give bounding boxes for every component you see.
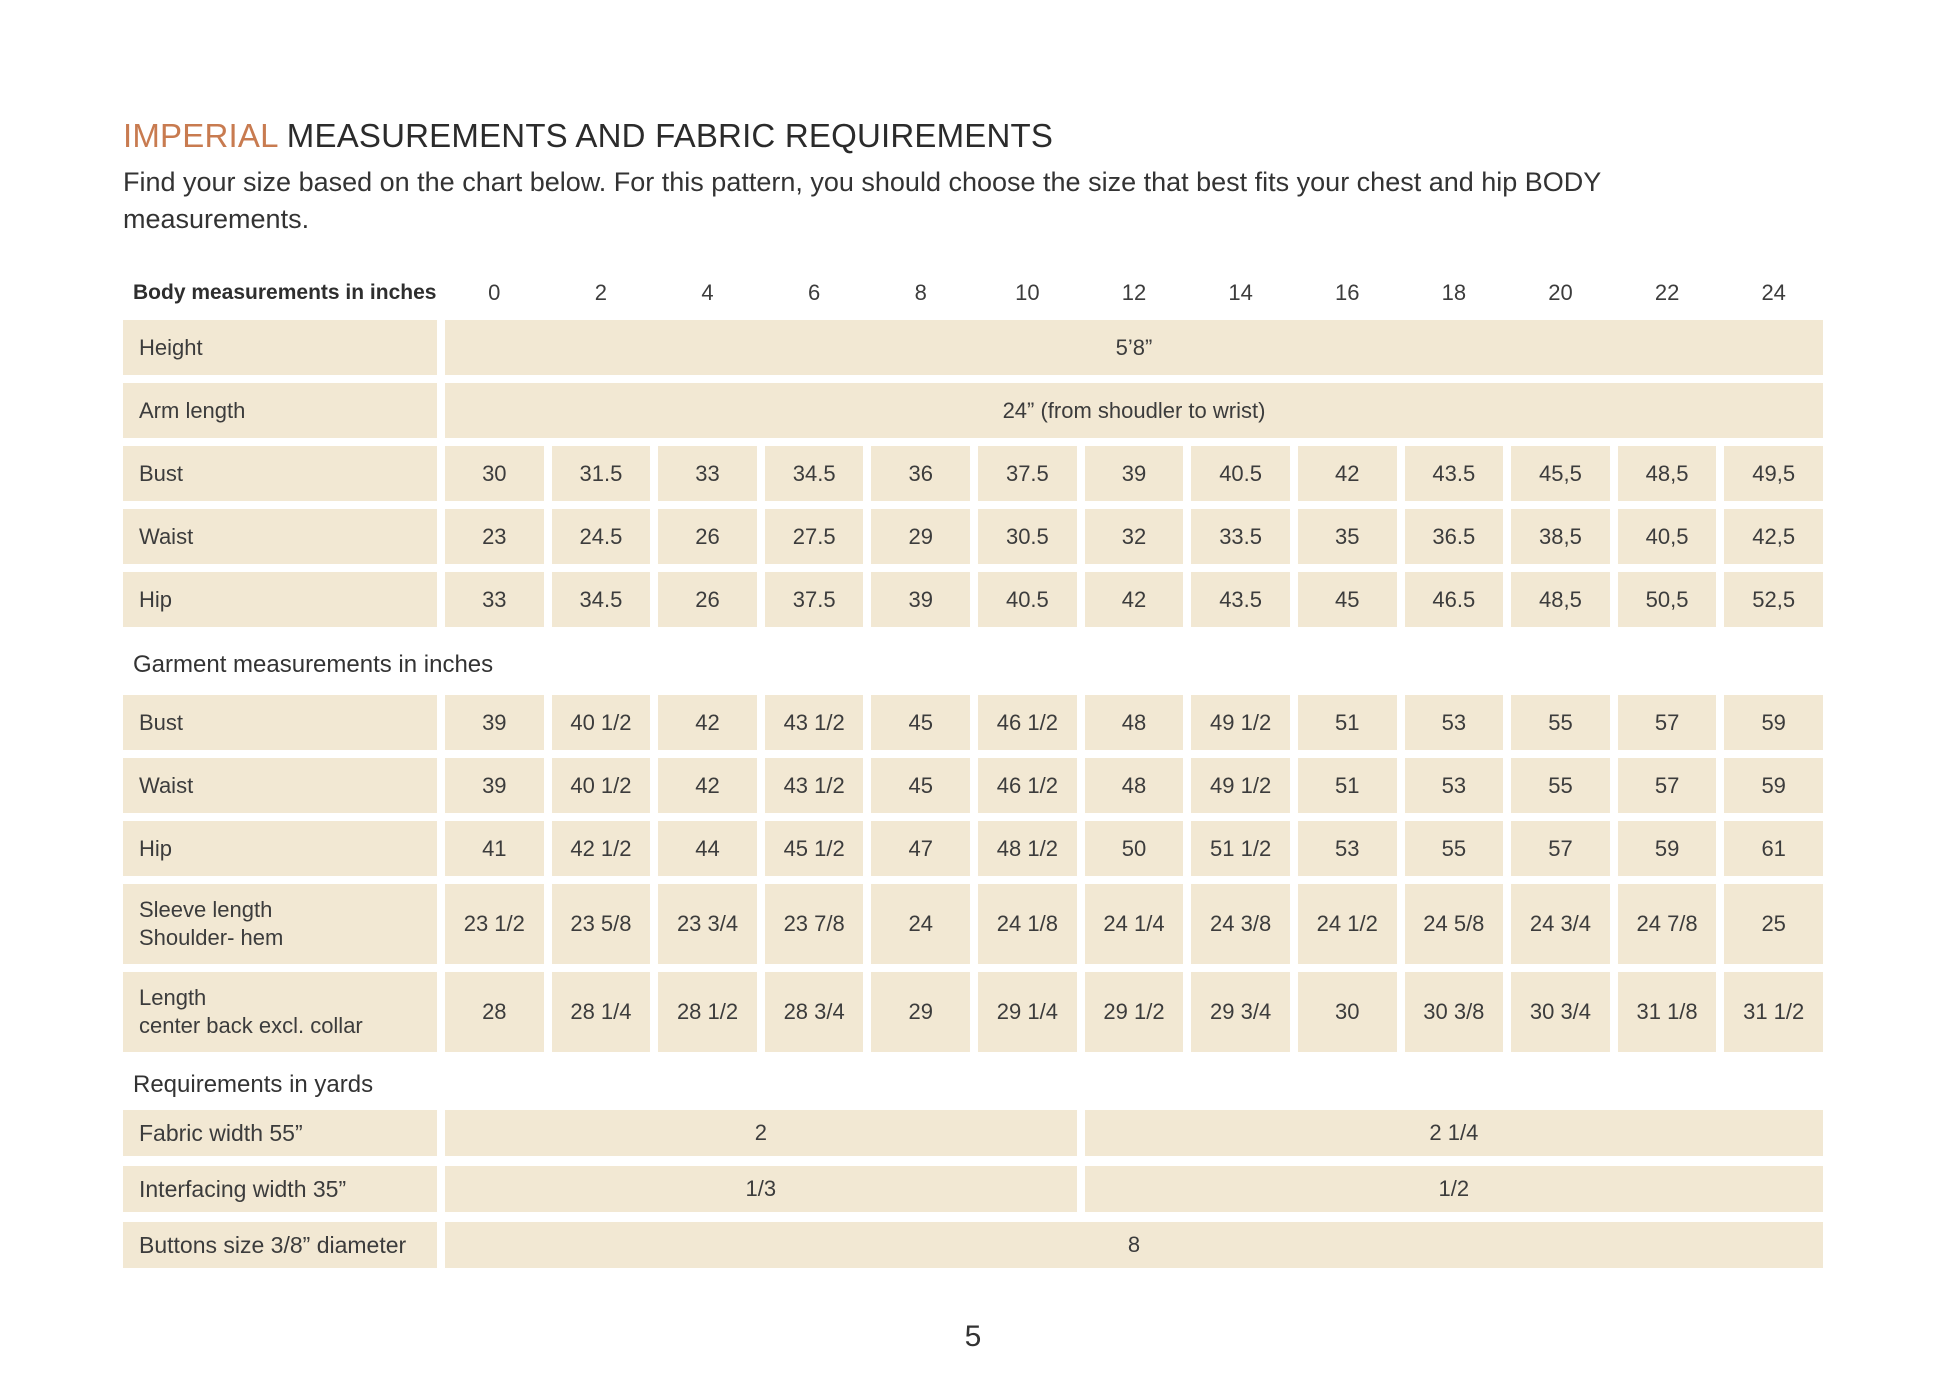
span-value-cell: 24” (from shoudler to wrist) [445,383,1823,438]
value-cell: 48,5 [1618,446,1717,501]
value-cell: 23 1/2 [445,884,544,964]
value-cell: 45,5 [1511,446,1610,501]
size-header: 0 [488,280,501,305]
value-cell: 57 [1511,821,1610,876]
value-cell: 49 1/2 [1191,758,1290,813]
value-cell: 39 [445,758,544,813]
value-cell: 37.5 [765,572,864,627]
span-value-cell: 8 [445,1222,1823,1268]
table-row-garment-hip [123,821,1823,876]
section-header-garment: Garment measurements in inches [133,651,494,678]
title-rest: MEASUREMENTS AND FABRIC REQUIREMENTS [277,117,1054,154]
value-cell: 24 1/8 [978,884,1077,964]
column-header-label: Body measurements in inches [133,281,437,304]
value-cell: 42 [658,695,757,750]
value-cell: 24 [871,884,970,964]
value-cell: 40 1/2 [552,758,651,813]
value-cell: 45 [871,695,970,750]
value-cell: 24 7/8 [1618,884,1717,964]
table-row-height [123,320,1823,375]
value-cell: 24 5/8 [1405,884,1504,964]
row-label-line2: Shoulder- hem [139,925,284,950]
value-cell: 49 1/2 [1191,695,1290,750]
value-cell: 59 [1618,821,1717,876]
value-cell: 39 [445,695,544,750]
value-cell: 40 1/2 [552,695,651,750]
row-label: Bust [123,695,437,750]
value-cell: 48 [1085,695,1184,750]
row-label [123,884,437,964]
table-row-fabric-width [123,1110,1823,1156]
value-cell: 39 [1085,446,1184,501]
value-cell: 34.5 [765,446,864,501]
table-row-interfacing-width [123,1166,1823,1212]
value-cell: 42 1/2 [552,821,651,876]
page-title [123,116,1823,156]
value-cell: 48,5 [1511,572,1610,627]
value-cell: 29 [871,509,970,564]
size-header: 24 [1761,280,1786,305]
subtitle-line2: measurements. [123,204,310,234]
value-cell: 36 [871,446,970,501]
value-cell: 28 [445,972,544,1052]
row-label: Hip [123,821,437,876]
title-highlight: IMPERIAL [123,117,278,154]
row-label [123,972,437,1052]
value-cell: 43 1/2 [765,695,864,750]
value-cell: 30 3/4 [1511,972,1610,1052]
value-cell: 46.5 [1405,572,1504,627]
table-row-garment-bust [123,695,1823,750]
value-cell: 49,5 [1724,446,1823,501]
page-number: 5 [964,1320,982,1353]
value-cell: 43 1/2 [765,758,864,813]
value-cell: 48 1/2 [978,821,1077,876]
value-cell: 30 3/8 [1405,972,1504,1052]
value-cell: 55 [1405,821,1504,876]
row-label: Interfacing width 35” [123,1166,437,1212]
size-header: 8 [914,280,927,305]
value-cell: 33.5 [1191,509,1290,564]
value-cell: 39 [871,572,970,627]
value-cell: 43.5 [1191,572,1290,627]
value-cell: 42 [658,758,757,813]
value-cell: 26 [658,509,757,564]
value-cell: 36.5 [1405,509,1504,564]
value-cell: 23 3/4 [658,884,757,964]
size-header: 16 [1334,280,1360,305]
table-row-buttons-size [123,1222,1823,1268]
span-value-cell-left: 1/3 [445,1166,1077,1212]
value-cell: 30.5 [978,509,1077,564]
row-label: Arm length [123,383,437,438]
value-cell: 43.5 [1405,446,1504,501]
span-value-cell: 5’8” [445,320,1823,375]
value-cell: 33 [658,446,757,501]
table-row-length-center-back [123,972,1823,1052]
value-cell: 51 [1298,695,1397,750]
row-label: Waist [123,509,437,564]
size-header: 22 [1654,280,1680,305]
value-cell: 45 [1298,572,1397,627]
size-header: 2 [594,280,608,305]
value-cell: 31.5 [552,446,651,501]
table-header-row [123,278,1823,308]
value-cell: 40.5 [1191,446,1290,501]
value-cell: 24 3/8 [1191,884,1290,964]
value-cell: 42 [1298,446,1397,501]
value-cell: 24 3/4 [1511,884,1610,964]
value-cell: 46 1/2 [978,695,1077,750]
value-cell: 33 [445,572,544,627]
value-cell: 41 [445,821,544,876]
value-cell: 50,5 [1618,572,1717,627]
value-cell: 30 [445,446,544,501]
size-table [123,278,1823,1268]
value-cell: 38,5 [1511,509,1610,564]
value-cell: 23 7/8 [765,884,864,964]
value-cell: 55 [1511,758,1610,813]
value-cell: 52,5 [1724,572,1823,627]
value-cell: 40.5 [978,572,1077,627]
value-cell: 47 [871,821,970,876]
size-header: 4 [701,280,714,305]
value-cell: 29 1/2 [1085,972,1184,1052]
value-cell: 24.5 [552,509,651,564]
value-cell: 48 [1085,758,1184,813]
table-row-garment-waist [123,758,1823,813]
value-cell: 26 [658,572,757,627]
row-label: Hip [123,572,437,627]
table-row-body-hip [123,572,1823,627]
value-cell: 42,5 [1724,509,1823,564]
span-value-cell-left: 2 [445,1110,1077,1156]
value-cell: 50 [1085,821,1184,876]
subtitle-line1: Find your size based on the chart below. For this pattern, you should choose the size that best fits your chest and hip BODY [123,167,1602,197]
size-header: 18 [1441,280,1467,305]
size-header: 6 [808,280,821,305]
row-label: Fabric width 55” [123,1110,437,1156]
value-cell: 45 1/2 [765,821,864,876]
value-cell: 57 [1618,695,1717,750]
value-cell: 61 [1724,821,1823,876]
value-cell: 35 [1298,509,1397,564]
value-cell: 59 [1724,695,1823,750]
value-cell: 46 1/2 [978,758,1077,813]
value-cell: 44 [658,821,757,876]
value-cell: 57 [1618,758,1717,813]
subtitle [123,164,1823,238]
value-cell: 53 [1405,758,1504,813]
value-cell: 28 1/4 [552,972,651,1052]
value-cell: 51 1/2 [1191,821,1290,876]
row-label: Height [123,320,437,375]
value-cell: 32 [1085,509,1184,564]
value-cell: 53 [1405,695,1504,750]
row-label: Buttons size 3/8” diameter [123,1222,437,1268]
row-label-line2: center back excl. collar [139,1013,363,1038]
size-header: 12 [1121,280,1147,305]
section-header-requirements: Requirements in yards [133,1071,374,1098]
size-header: 20 [1548,280,1573,305]
table-row-body-bust [123,446,1823,501]
value-cell: 25 [1724,884,1823,964]
value-cell: 29 [871,972,970,1052]
value-cell: 31 1/8 [1618,972,1717,1052]
value-cell: 23 5/8 [552,884,651,964]
value-cell: 29 1/4 [978,972,1077,1052]
span-value-cell-right: 1/2 [1085,1166,1823,1212]
span-value-cell-right: 2 1/4 [1085,1110,1823,1156]
value-cell: 24 1/4 [1085,884,1184,964]
value-cell: 24 1/2 [1298,884,1397,964]
value-cell: 29 3/4 [1191,972,1290,1052]
value-cell: 28 3/4 [765,972,864,1052]
row-label: Bust [123,446,437,501]
value-cell: 27.5 [765,509,864,564]
value-cell: 55 [1511,695,1610,750]
value-cell: 45 [871,758,970,813]
row-label-line1: Sleeve length [139,897,273,922]
value-cell: 37.5 [978,446,1077,501]
size-header: 10 [1015,280,1040,305]
row-label-line1: Length [139,985,207,1010]
row-label: Waist [123,758,437,813]
document-page [123,0,1823,1354]
table-row-arm-length [123,383,1823,438]
value-cell: 31 1/2 [1724,972,1823,1052]
value-cell: 53 [1298,821,1397,876]
value-cell: 23 [445,509,544,564]
value-cell: 34.5 [552,572,651,627]
size-header: 14 [1228,280,1253,305]
table-row-body-waist [123,509,1823,564]
value-cell: 51 [1298,758,1397,813]
value-cell: 28 1/2 [658,972,757,1052]
value-cell: 40,5 [1618,509,1717,564]
table-row-sleeve-length [123,884,1823,964]
value-cell: 59 [1724,758,1823,813]
value-cell: 30 [1298,972,1397,1052]
value-cell: 42 [1085,572,1184,627]
